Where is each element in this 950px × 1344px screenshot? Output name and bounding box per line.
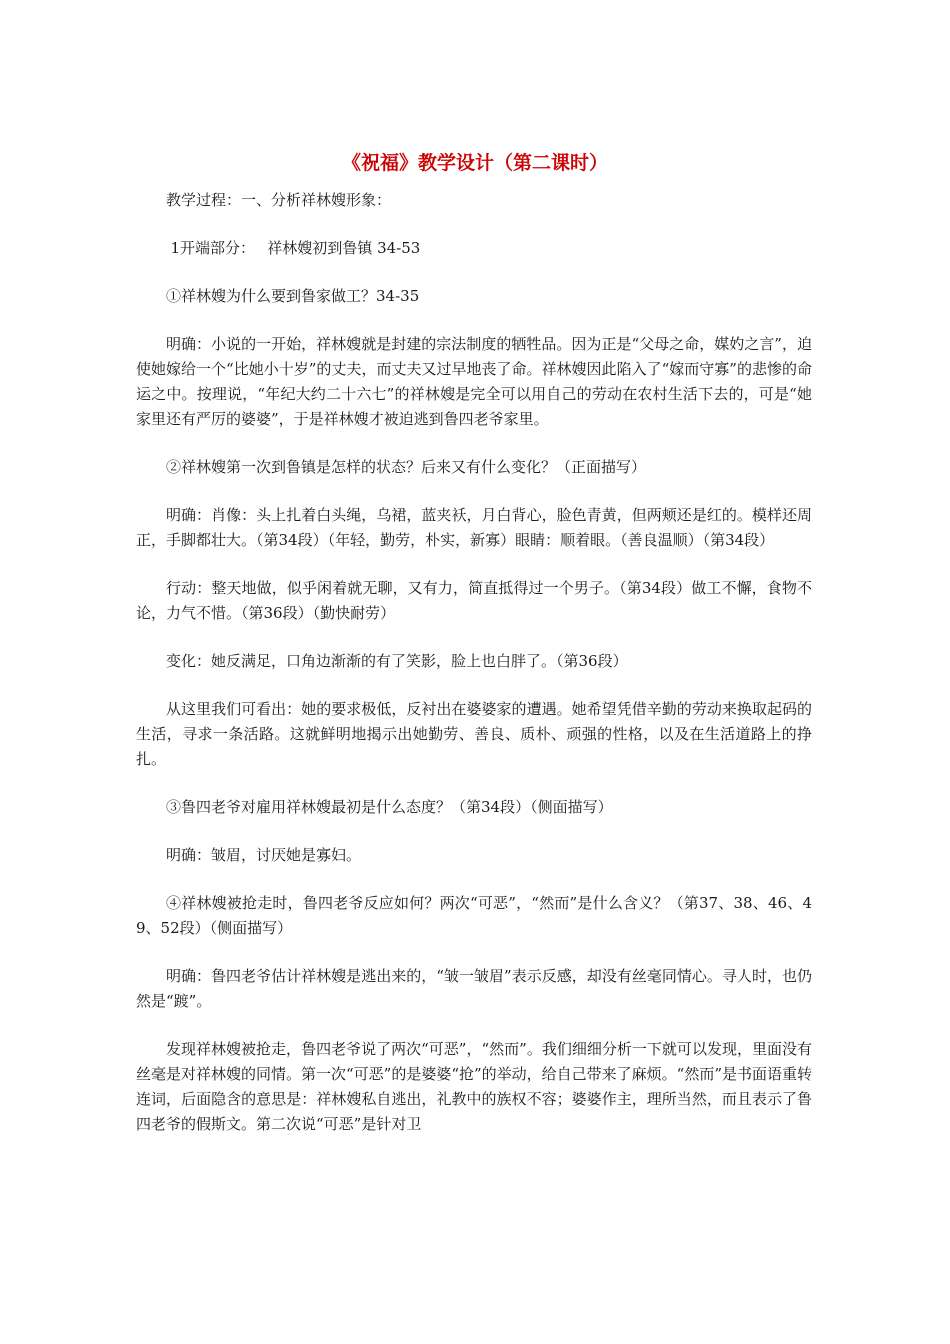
paragraph-answer-2-action: 行动：整天地做，似乎闲着就无聊，又有力，简直抵得过一个男子。（第34段）做工不懈，食物不论，力气不惜。（第36段）（勤快耐劳）	[136, 579, 812, 622]
paragraph-answer-2-portrait: 明确：肖像：头上扎着白头绳，乌裙，蓝夹袄，月白背心，脸色青黄，但两颊还是红的。模样还周正，手脚都壮大。（第34段）（年轻，勤劳，朴实，新寡）眼睛：顺着眼。（善良温顺）（第34段）	[136, 506, 812, 549]
paragraph-discussion: 发现祥林嫂被抢走，鲁四老爷说了两次“可恶”，“然而”。我们细细分析一下就可以发现，里面没有丝毫是对祥林嫂的同情。第一次“可恶”的是婆婆“抢”的举动，给自己带来了麻烦。“然而”是书面语重转连词，后面隐含的意思是：祥林嫂私自逃出，礼教中的族权不容；婆婆作主，理所当然，而且表示了鲁四老爷的假斯文。第二次说“可恶”是针对卫	[136, 1040, 813, 1133]
paragraph-section-1: 1开端部分： 祥林嫂初到鲁镇 34-53	[170, 239, 421, 257]
paragraph-question-1: ①祥林嫂为什么要到鲁家做工？34-35	[166, 287, 420, 305]
paragraph-answer-2-change: 变化：她反满足，口角边渐渐的有了笑影，脸上也白胖了。（第36段）	[166, 652, 628, 670]
document-body	[136, 188, 812, 1137]
paragraph-answer-3: 明确：皱眉，讨厌她是寡妇。	[166, 846, 362, 864]
paragraph-process: 教学过程：一、分析祥林嫂形象：	[166, 191, 392, 209]
paragraph-answer-4: 明确：鲁四老爷估计祥林嫂是逃出来的，“皱一皱眉”表示反感，却没有丝毫同情心。寻人时，也仍然是“踱”。	[136, 967, 812, 1010]
paragraph-question-4: ④祥林嫂被抢走时，鲁四老爷反应如何？两次“可恶”，“然而”是什么含义？（第37、38、46、49、52段）（侧面描写）	[136, 894, 812, 937]
paragraph-question-2: ②祥林嫂第一次到鲁镇是怎样的状态？后来又有什么变化？（正面描写）	[166, 458, 647, 476]
paragraph-answer-1: 明确：小说的一开始，祥林嫂就是封建的宗法制度的牺牲品。因为正是“父母之命，媒妁之言”，迫使她嫁给一个“比她小十岁”的丈夫，而丈夫又过早地丧了命。祥林嫂因此陷入了“嫁而守寡”的悲惨的命运之中。按理说，“年纪大约二十六七”的祥林嫂是完全可以用自己的劳动在农村生活下去的，可是“她家里还有严厉的婆婆”，于是祥林嫂才被迫逃到鲁四老爷家里。	[136, 335, 812, 428]
paragraph-analysis: 从这里我们可看出：她的要求极低，反衬出在婆婆家的遭遇。她希望凭借辛勤的劳动来换取起码的生活，寻求一条活路。这就鲜明地揭示出她勤劳、善良、质朴、顽强的性格，以及在生活道路上的挣扎。	[136, 700, 812, 768]
document-title: 《祝福》教学设计（第二课时）	[341, 152, 608, 174]
paragraph-question-3: ③鲁四老爷对雇用祥林嫂最初是什么态度？（第34段）（侧面描写）	[166, 798, 613, 816]
